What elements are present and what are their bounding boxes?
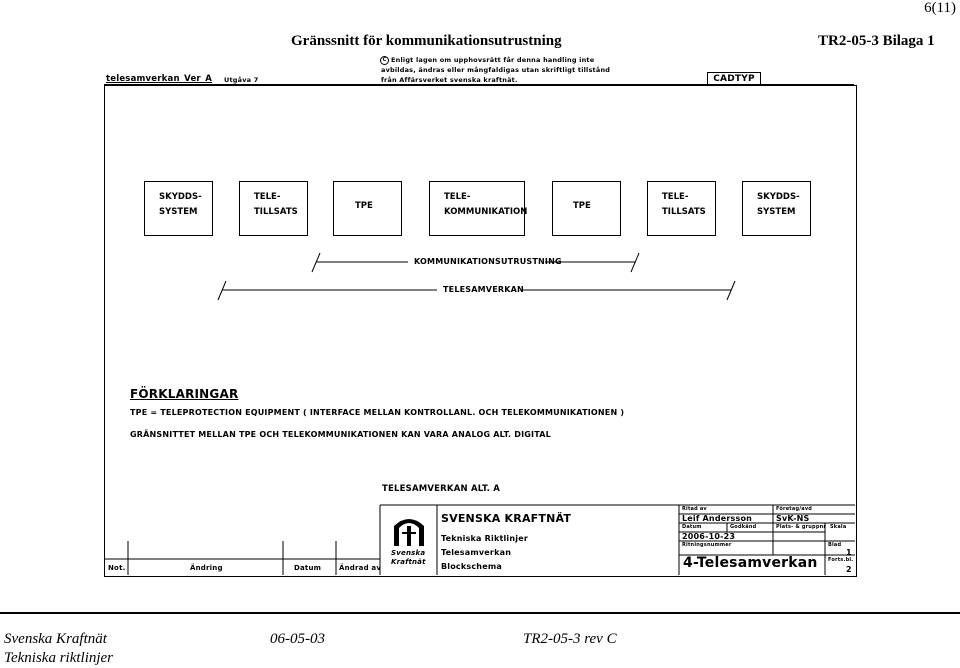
block-teletillsats-right xyxy=(647,181,716,236)
logo-emblem-icon xyxy=(388,512,430,548)
datum-value: 2006-10-23 xyxy=(682,532,736,541)
foretag-value: SvK-NS xyxy=(776,514,810,523)
block-label-line2: KOMMUNIKATION xyxy=(444,207,528,217)
ritningsnummer-value: 4-Telesamverkan xyxy=(683,555,818,571)
copyright-icon: C xyxy=(380,56,389,65)
forts-value: 2 xyxy=(846,565,852,574)
logo-text-line2: Kraftnät xyxy=(391,558,426,566)
svenska-kraftnat-logo xyxy=(388,512,430,570)
block-label-line2: SYSTEM xyxy=(757,207,796,217)
drawing-frame xyxy=(104,85,857,577)
block-label xyxy=(757,190,800,220)
ritad-av-value: Leif Andersson xyxy=(682,514,753,523)
blad-label: Blad xyxy=(828,542,842,548)
explanation-tpe: TPE = TELEPROTECTION EQUIPMENT ( INTERFACE MELLAN KONTROLLANL. OCH TELEKOMMUNIKATIONEN ) xyxy=(130,408,625,417)
page-title: Gränssnitt för kommunikationsutrustning xyxy=(291,33,562,49)
logo-text-line1: Svenska xyxy=(391,549,426,557)
block-telekommunikation xyxy=(429,181,528,236)
revision-andrad-av-label: Ändrad av xyxy=(339,564,382,572)
block-label xyxy=(159,190,202,220)
block-skyddssystem-right xyxy=(742,181,811,236)
datum-label: Datum xyxy=(682,524,702,530)
footer-subtitle: Tekniska riktlinjer xyxy=(4,650,114,666)
footer-doc-rev: TR2-05-3 rev C xyxy=(523,631,617,647)
title-block-line2: Telesamverkan xyxy=(441,548,512,557)
block-label-line1: SKYDDS- xyxy=(159,192,202,202)
block-label-line1: SKYDDS- xyxy=(757,192,800,202)
block-tpe-left xyxy=(333,181,402,236)
explanation-interface: GRÄNSNITTET MELLAN TPE OCH TELEKOMMUNIKATIONEN KAN VARA ANALOG ALT. DIGITAL xyxy=(130,430,551,439)
skala-label: Skala xyxy=(830,524,847,530)
footer-rule xyxy=(0,612,960,614)
dimension-label-kommunikationsutrustning: KOMMUNIKATIONSUTRUSTNING xyxy=(414,257,562,266)
block-label-line2: TILLSATS xyxy=(254,207,298,217)
alternative-label: TELESAMVERKAN ALT. A xyxy=(382,484,501,494)
revision-andring-label: Ändring xyxy=(190,564,223,572)
copyright-line-2: avbildas, ändras eller mångfaldigas utan skriftligt tillstånd xyxy=(381,66,611,74)
forklaringar-heading: FÖRKLARINGAR xyxy=(130,387,239,401)
block-label: TPE xyxy=(355,201,373,211)
block-label-line2: TILLSATS xyxy=(662,207,706,217)
revision-datum-label: Datum xyxy=(294,564,322,572)
document-reference: TR2-05-3 Bilaga 1 xyxy=(818,33,935,49)
block-label-line2: SYSTEM xyxy=(159,207,198,217)
ritningsnummer-label: Ritningsnummer xyxy=(682,542,732,548)
footer-company: Svenska Kraftnät xyxy=(4,631,107,647)
block-tpe-right xyxy=(552,181,621,236)
block-label xyxy=(662,190,706,220)
dimension-label-telesamverkan: TELESAMVERKAN xyxy=(443,285,524,294)
drawing-file-name: telesamverkan_Ver_A xyxy=(106,74,213,84)
footer-date: 06-05-03 xyxy=(270,631,325,647)
plats-label: Plats- & gruppnr xyxy=(776,524,827,530)
block-label xyxy=(444,190,527,220)
foretag-label: Företag/avd xyxy=(776,506,813,512)
title-block-company: SVENSKA KRAFTNÄT xyxy=(441,512,572,525)
copyright-line-3: från Affärsverket svenska kraftnät. xyxy=(381,76,518,84)
title-block-line1: Tekniska Riktlinjer xyxy=(441,534,528,543)
title-block-line3: Blockschema xyxy=(441,562,502,571)
godkand-label: Godkänd xyxy=(730,524,757,530)
revision-not-label: Not. xyxy=(108,564,126,572)
block-label-line1: TELE- xyxy=(662,192,689,202)
block-label-line1: TELE- xyxy=(254,192,281,202)
copyright-line-1: Enligt lagen om upphovsrätt får denna handling inte xyxy=(391,56,595,64)
forts-label: Forts.bl. xyxy=(828,557,854,563)
page-number: 6(11) xyxy=(924,0,956,16)
cad-type-label: CADTYP xyxy=(707,72,761,85)
block-label: TPE xyxy=(573,201,591,211)
ritad-av-label: Ritad av xyxy=(682,506,707,512)
blad-value: 1 xyxy=(846,548,852,557)
drawing-edition: Utgåva 7 xyxy=(224,76,259,84)
block-teletillsats-left xyxy=(239,181,308,236)
block-skyddssystem-left xyxy=(144,181,213,236)
block-label-line1: TELE- xyxy=(444,192,471,202)
block-label xyxy=(254,190,298,220)
